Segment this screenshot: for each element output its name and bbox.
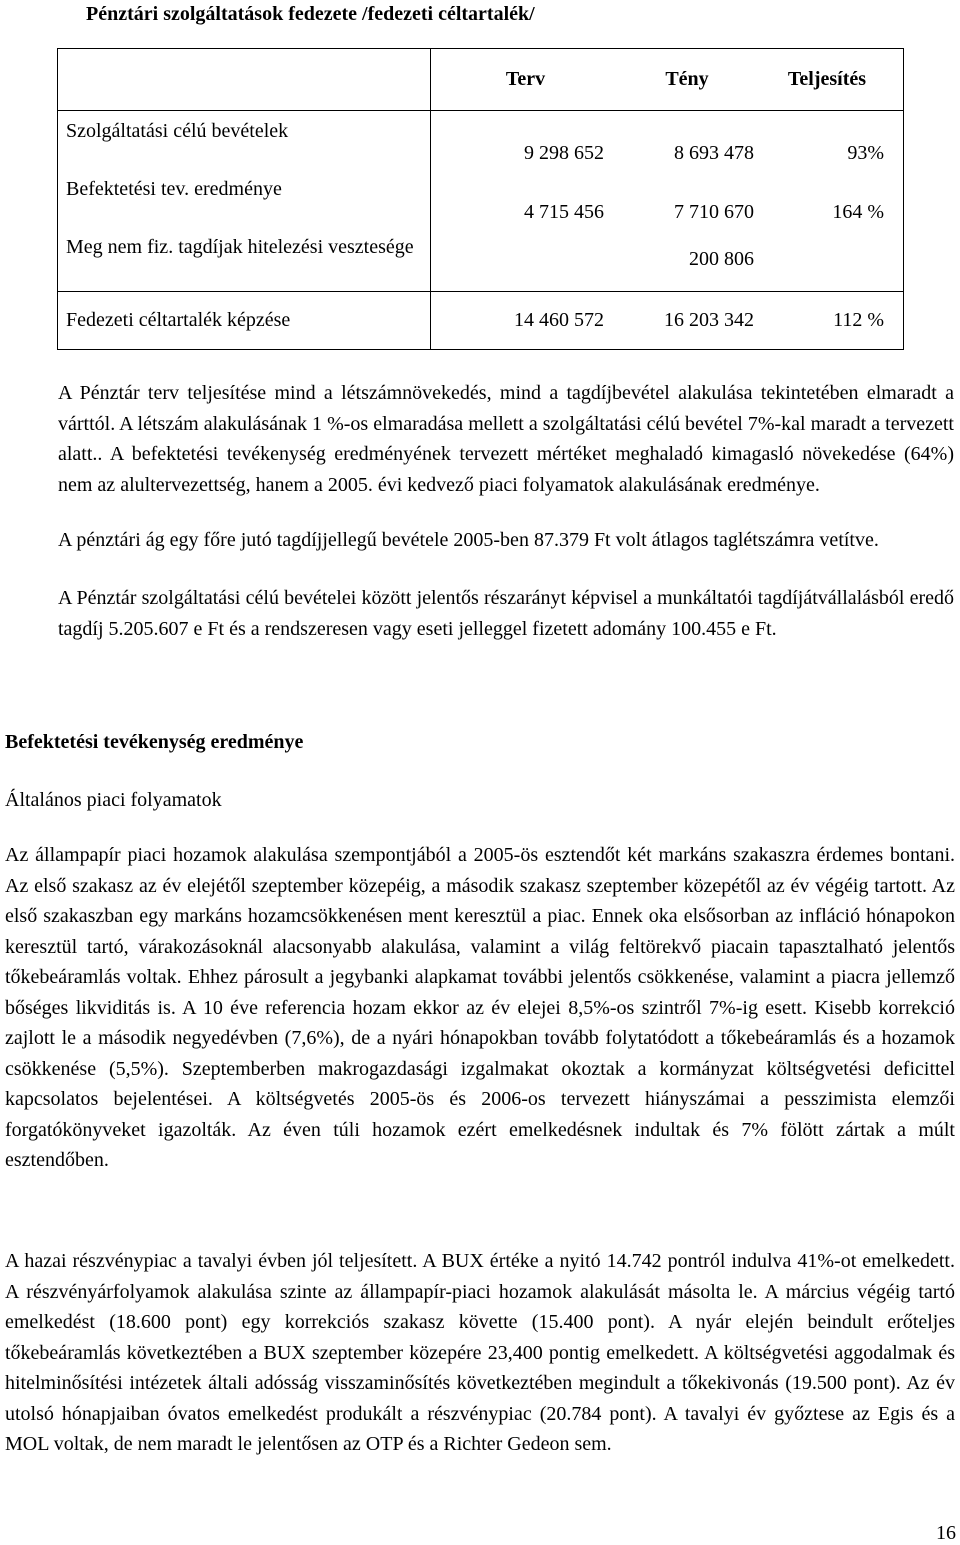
value-terv: 9 298 652 xyxy=(524,142,604,164)
row-label: Szolgáltatási célú bevételek xyxy=(66,120,289,142)
value-teljesites: 93% xyxy=(847,142,884,164)
value-terv: 14 460 572 xyxy=(514,309,604,331)
value-teny: 7 710 670 xyxy=(674,201,754,223)
header-teljesites: Teljesítés xyxy=(787,68,867,90)
paragraph-per-capita: A pénztári ág egy főre jutó tagdíjjellegű bevétele 2005-ben 87.379 Ft volt átlagos taglétszámra vetítve. xyxy=(58,529,879,551)
table-row xyxy=(58,292,904,350)
value-teljesites: 112 % xyxy=(833,309,884,331)
table-values-cell xyxy=(431,111,904,292)
table-header-row xyxy=(58,49,904,111)
header-terv: Terv xyxy=(505,68,546,90)
table-label-cell xyxy=(58,111,431,292)
value-teny: 16 203 342 xyxy=(664,309,754,331)
value-teljesites: 164 % xyxy=(832,201,884,223)
row-label: Fedezeti céltartalék képzése xyxy=(58,292,431,350)
table-header-empty xyxy=(58,49,431,111)
header-teny: Tény xyxy=(665,68,709,90)
page-number: 16 xyxy=(936,1522,956,1544)
paragraph-plan-fulfillment: A Pénztár terv teljesítése mind a létszámnövekedés, mind a tagdíjbevétel alakulása tekintetében elmaradt a várttól. A létszám alakulásának 1 %-os elmaradása mellett a szolgáltatási célú bevétel 7%-kal maradt a tervezett alatt.. A befektetési tevékenység eredményének tervezett mértéket meghaladó kimagasló növekedése (64%) nem az alultervezettség, hanem a 2005. évi kedvező piaci folyamatok alakulásának eredménye. xyxy=(58,382,954,496)
table-values-cell xyxy=(431,292,904,350)
value-teny: 8 693 478 xyxy=(674,142,754,164)
section-title: Befektetési tevékenység eredménye xyxy=(5,731,304,753)
paragraph-bond-market: Az állampapír piaci hozamok alakulása szempontjából a 2005-ös esztendőt két markáns szakaszra érdemes bontani. Az első szakasz az év elejétől szeptember közepéig, a második szakasz szeptember közepétől az év végéig tartott. Az első szakaszban egy markáns hozamcsökkenésen ment keresztül a piac. Ennek oka elsősorban az infláció hónapokon keresztül tartó, várakozásoknál alacsonyabb alakulása, valamint a világ feltörekvő piacain tapasztalható jelentős tőkebeáramlás voltak. Ehhez párosult a jegybanki alapkamat további jelentős csökkenése, valamint a piacra jellemző bőséges likviditás is. A 10 éve referencia hozam ekkor az év elejei 8,5%-os szintről 7%-ig esett. Kisebb korrekció zajlott le a második negyedévben (7,6%), de a nyári hónapokban tovább folytatódott a tőkebeáramlás és a hozamok csökkenése (5,5%). Szeptemberben makrogazdasági izgalmakat okoztak a kormányzat költségvetési deficittel kapcsolatos bejelentései. A költségvetés 2005-ös és 2006-os tervezett hiányszámai a pesszimista elemzői forgatókönyveket igazolták. Az éven túli hozamok ezért emelkedésnek indultak és 7% fölött zártak a múlt esztendőben. xyxy=(5,844,955,1171)
value-teny: 200 806 xyxy=(689,247,754,270)
value-terv: 4 715 456 xyxy=(524,201,604,223)
paragraph-stock-market: A hazai részvénypiac a tavalyi évben jól teljesített. A BUX értéke a nyitó 14.742 pontról indulva 41%-ot emelkedett. A részvényárfolyamok alakulása szinte az állampapír-piaci hozamok alakulását másolta le. A március végéig tartó emelkedést (18.600 pont) egy korrekciós szakasz követte (15.400 pont). A nyár elején beindult erőteljes tőkebeáramlás következtében a BUX szeptember közepére 23,400 pontig emelkedett. A költségvetési aggodalmak és hitelminősítési intézetek általi adósság visszaminősítés következtében megindult a tőkekivonás (19.500 pont). Az év utolsó hónapjaiban óvatos emelkedést produkált a részvénypiac (20.784 pont). A tavalyi év győztese az Egis és a MOL voltak, de nem maradt le jelentősen az OTP és a Richter Gedeon sem. xyxy=(5,1250,955,1455)
paragraph-revenue: A Pénztár szolgáltatási célú bevételei között jelentős részarányt képvisel a munkáltatói tagdíjátvállalásból eredő tagdíj 5.205.607 e Ft és a rendszeresen vagy eseti jelleggel fizetett adomány 100.455 e Ft. xyxy=(58,587,954,640)
table-header-values xyxy=(431,49,904,111)
row-label: Befektetési tev. eredménye xyxy=(66,178,282,200)
section-subtitle: Általános piaci folyamatok xyxy=(5,789,222,811)
table-row xyxy=(58,111,904,292)
section-title: Pénztári szolgáltatások fedezete /fedezeti céltartalék/ xyxy=(86,3,535,25)
fund-table xyxy=(57,48,904,350)
row-label: Meg nem fiz. tagdíjak hitelezési vesztesége xyxy=(66,236,414,258)
